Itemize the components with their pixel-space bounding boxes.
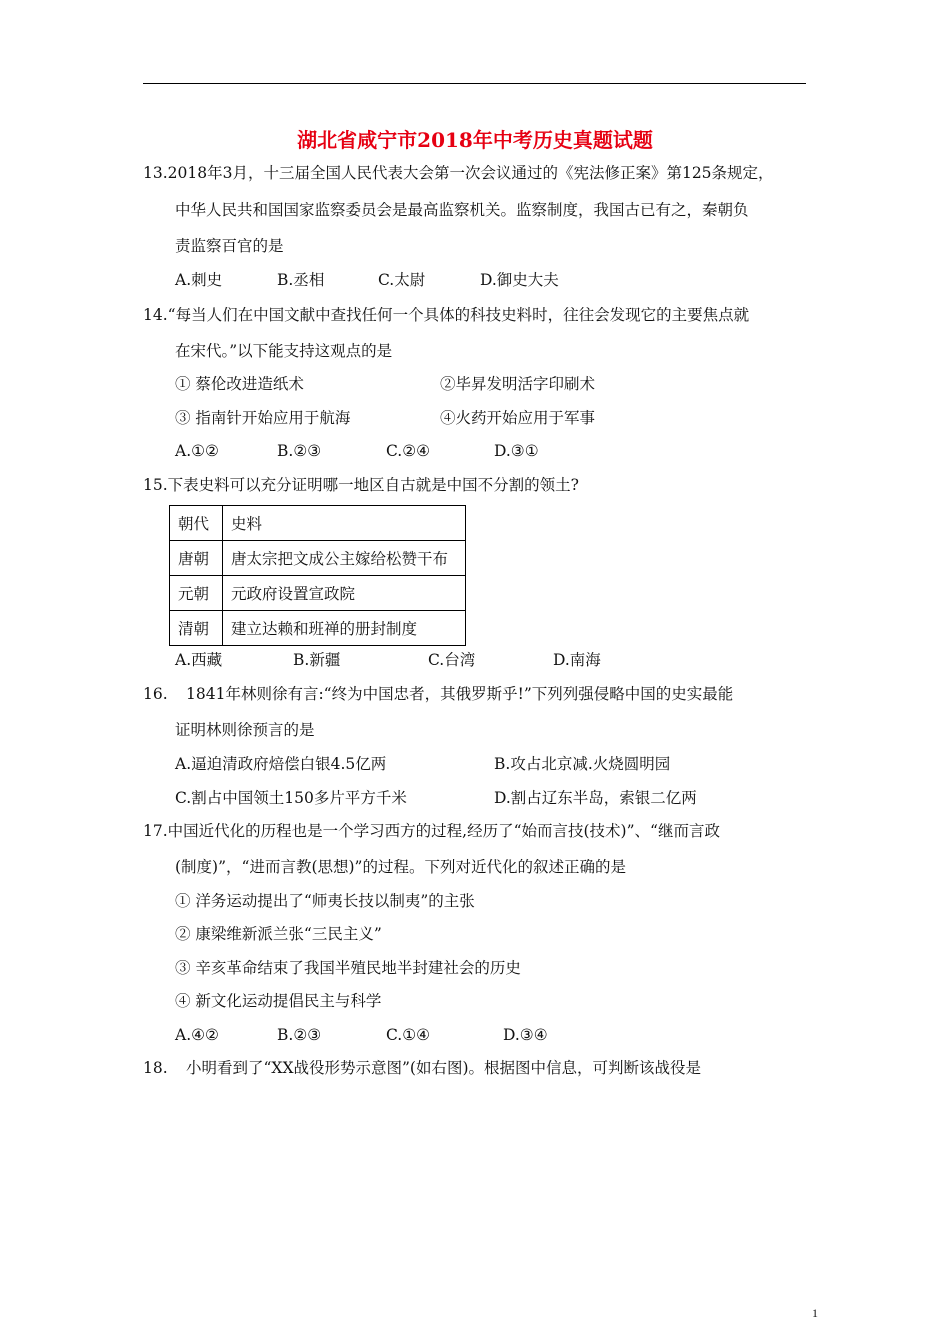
q18-line1: 小明看到了“XX战役形势示意图”(如右图)。根据图中信息，可判断该战役是 — [186, 1059, 702, 1077]
q13-option-a: A.刺史 — [175, 271, 223, 289]
table-cell-dynasty: 唐朝 — [170, 541, 223, 576]
q14-item-4: ④火药开始应用于军事 — [440, 409, 596, 427]
q13-option-c: C.太尉 — [378, 271, 426, 289]
q13-option-b: B.丞相 — [277, 271, 325, 289]
q16-option-a: A.逼迫清政府焙偿白银4.5亿两 — [175, 755, 387, 773]
q17-option-c: C.①④ — [386, 1026, 431, 1044]
q14-option-b: B.②③ — [277, 442, 322, 460]
q15-option-d: D.南海 — [553, 651, 601, 669]
q13-line1: 13.2018年3月，十三届全国人民代表大会第一次会议通过的《宪法修正案》第125条规定， — [143, 164, 774, 182]
q17-option-d: D.③④ — [503, 1026, 548, 1044]
q17-option-b: B.②③ — [277, 1026, 322, 1044]
q14-item-3: ③ 指南针开始应用于航海 — [175, 409, 351, 427]
q17-item-4: ④ 新文化运动提倡民主与科学 — [175, 992, 382, 1010]
q16-option-d: D.割占辽东半岛，索银二亿两 — [494, 789, 697, 807]
page-number: 1 — [812, 1306, 818, 1320]
q14-item-2: ②毕昇发明活字印刷术 — [440, 375, 596, 393]
q17-line2: (制度)”，“进而言教(思想)”的过程。下列对近代化的叙述正确的是 — [175, 858, 626, 876]
table-header-material: 史料 — [223, 506, 466, 541]
q17-item-1: ① 洋务运动提出了“师夷长技以制夷”的主张 — [175, 892, 475, 910]
q16-number: 16. — [143, 685, 168, 703]
table-cell-material: 元政府设置宣政院 — [223, 576, 466, 611]
q17-line1: 17.中国近代化的历程也是一个学习西方的过程,经历了“始而言技(技术)”、“继而言政 — [143, 822, 720, 840]
q15-option-b: B.新疆 — [293, 651, 341, 669]
q14-line1: 14.“每当人们在中国文献中查找任何一个具体的科技史料时，往往会发现它的主要焦点就 — [143, 306, 750, 324]
q16-line2: 证明林则徐预言的是 — [175, 721, 315, 739]
q13-line2: 中华人民共和国国家监察委员会是最高监察机关。监察制度，我国古已有之，秦朝负 — [175, 201, 749, 219]
q17-option-a: A.④② — [175, 1026, 219, 1044]
q14-option-d: D.③① — [494, 442, 539, 460]
q16-option-b: B.攻占北京减.火烧圆明园 — [494, 755, 671, 773]
table-cell-material: 建立达赖和班禅的册封制度 — [223, 611, 466, 646]
q14-option-a: A.①② — [175, 442, 219, 460]
q17-item-3: ③ 辛亥革命结束了我国半殖民地半封建社会的历史 — [175, 959, 521, 977]
q16-line1: 1841年林则徐有言:“终为中国忠者，其俄罗斯乎!”下列列强侵略中国的史实最能 — [186, 685, 734, 703]
header-rule — [143, 83, 806, 84]
q15-option-a: A.西藏 — [175, 651, 223, 669]
table-cell-dynasty: 元朝 — [170, 576, 223, 611]
q15-line1: 15.下表史料可以充分证明哪一地区自古就是中国不分割的领土? — [143, 476, 579, 494]
table-row — [170, 576, 466, 611]
page-title: 湖北省咸宁市2018年中考历史真题试题 — [297, 128, 653, 152]
q14-option-c: C.②④ — [386, 442, 431, 460]
q16-option-c: C.割占中国领土150多片平方千米 — [175, 789, 407, 807]
q13-option-d: D.御史大夫 — [480, 271, 559, 289]
history-table — [169, 505, 466, 646]
table-cell-dynasty: 清朝 — [170, 611, 223, 646]
q17-item-2: ② 康梁维新派兰张“三民主义” — [175, 925, 382, 943]
q18-number: 18. — [143, 1059, 168, 1077]
table-header-dynasty: 朝代 — [170, 506, 223, 541]
q15-option-c: C.台湾 — [428, 651, 476, 669]
q14-line2: 在宋代。”以下能支持这观点的是 — [175, 342, 393, 360]
q13-line3: 责监察百官的是 — [175, 237, 284, 255]
table-header-row — [170, 506, 466, 541]
table-row — [170, 611, 466, 646]
q14-item-1: ① 蔡伦改进造纸术 — [175, 375, 304, 393]
table-row — [170, 541, 466, 576]
table-cell-material: 唐太宗把文成公主嫁给松赞干布 — [223, 541, 466, 576]
